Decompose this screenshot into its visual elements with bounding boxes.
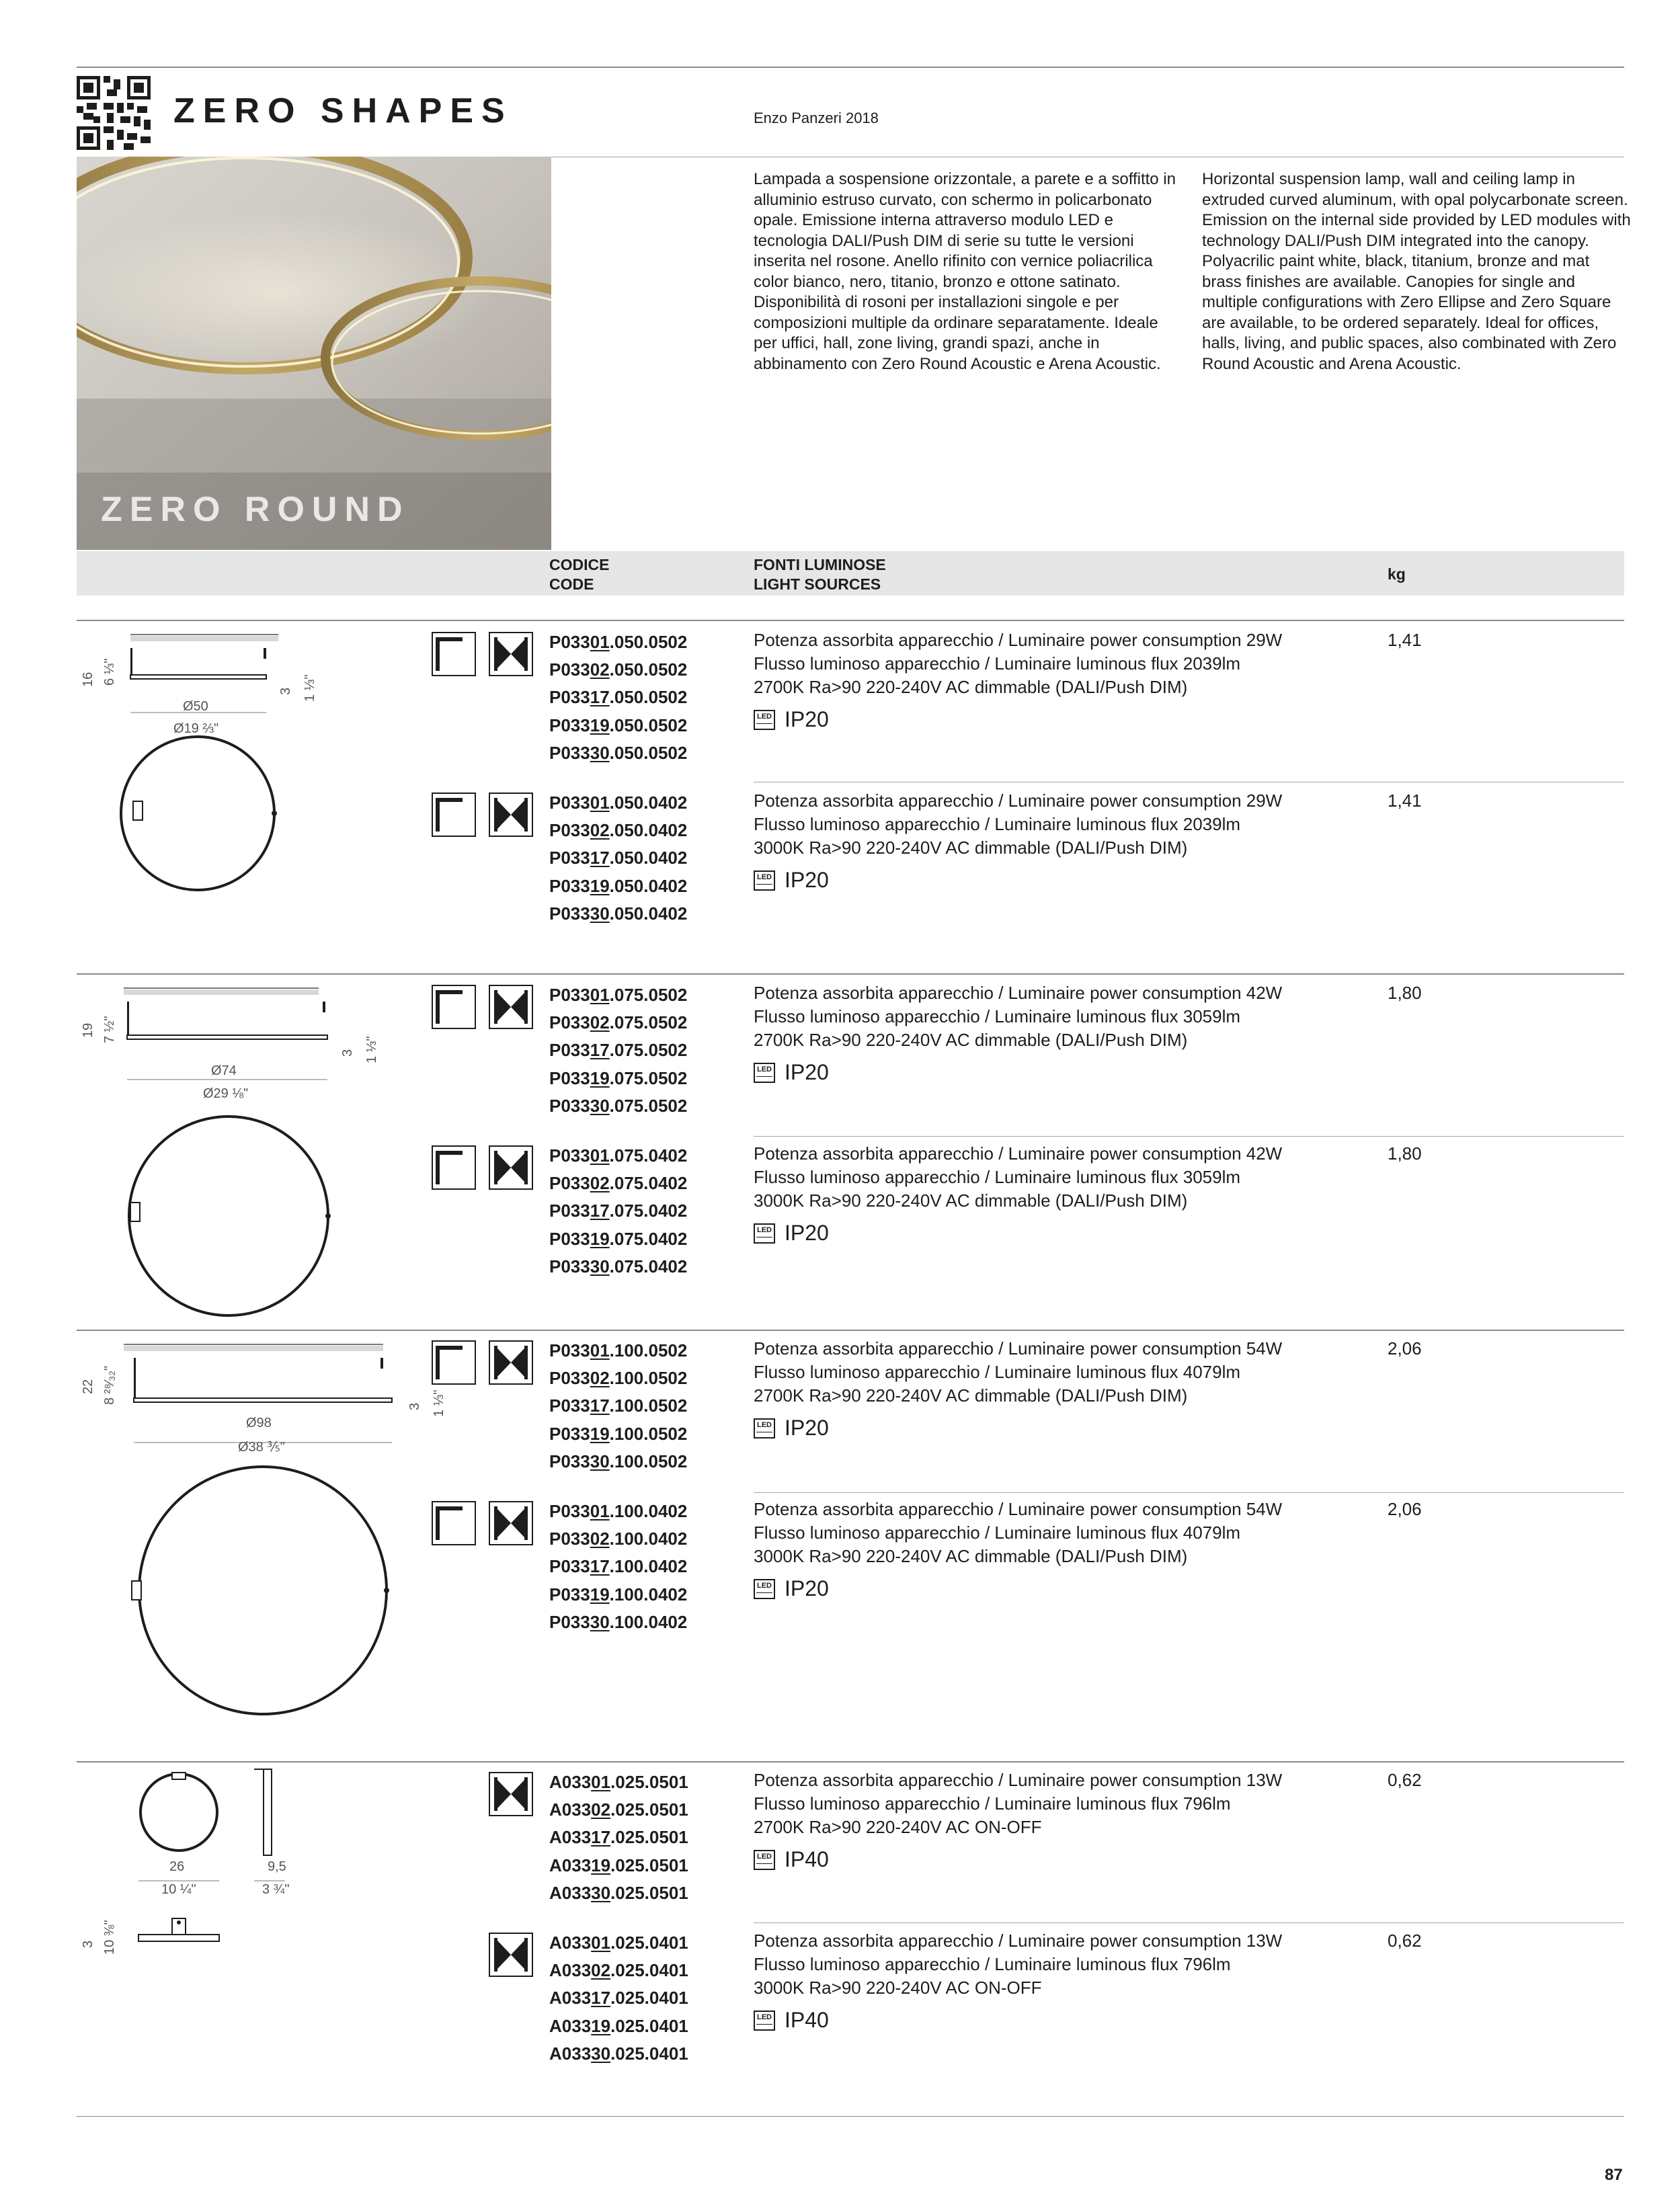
spec-temp: 2700K Ra>90 220-240V AC dimmable (DALI/Push DIM)	[754, 1030, 1188, 1050]
led-icon: LED	[754, 870, 775, 891]
product-code[interactable]: P03317.100.0502	[549, 1395, 688, 1416]
product-code[interactable]: P03330.100.0402	[549, 1611, 688, 1632]
product-code[interactable]: P03301.075.0402	[549, 1145, 688, 1166]
dim-drop: 3	[407, 1402, 422, 1410]
product-codes	[549, 1929, 688, 2068]
weight-value: 1,80	[1388, 983, 1422, 1003]
product-code[interactable]: P03317.050.0502	[549, 687, 688, 708]
spec-temp: 2700K Ra>90 220-240V AC ON-OFF	[754, 1817, 1042, 1837]
product-codes	[549, 1498, 687, 1636]
product-code[interactable]: P03330.050.0402	[549, 903, 688, 924]
suspension-type-icon	[432, 1145, 476, 1190]
ip-rating: IP20	[785, 1416, 829, 1440]
spec-temp: 2700K Ra>90 220-240V AC dimmable (DALI/Push DIM)	[754, 1385, 1188, 1406]
dim-base-inch: 10 ⅜"	[102, 1920, 117, 1955]
suspension-type-icon	[432, 632, 476, 676]
spec-power: Potenza assorbita apparecchio / Luminaire power consumption 29W	[754, 790, 1283, 811]
dim-diameter: Ø98	[246, 1416, 272, 1430]
dim-height: 19	[81, 1022, 95, 1038]
hero-label: ZERO ROUND	[101, 490, 410, 529]
led-icon: LED	[754, 1579, 775, 1599]
product-codes	[549, 789, 687, 928]
product-code[interactable]: P03330.075.0502	[549, 1095, 688, 1116]
light-source-spec	[754, 1929, 1332, 2000]
spec-flux: Flusso luminoso apparecchio / Luminaire luminous flux 3059lm	[754, 1006, 1241, 1026]
product-code[interactable]: A03317.025.0501	[549, 1827, 688, 1848]
dim-drop-inch: 1 ⅓"	[303, 674, 317, 702]
spec-temp: 3000K Ra>90 220-240V AC dimmable (DALI/Push DIM)	[754, 1190, 1188, 1211]
dim-drop-inch: 1 ⅓"	[432, 1389, 446, 1417]
led-icon: LED	[754, 1223, 775, 1244]
led-icon: LED	[754, 1418, 775, 1438]
product-code[interactable]: P03319.075.0402	[549, 1228, 688, 1249]
dim-height-inch: 7 ½"	[102, 1016, 117, 1043]
product-code[interactable]: P03302.075.0502	[549, 1012, 688, 1033]
weight-value: 2,06	[1388, 1338, 1422, 1358]
header-weight: kg	[1388, 565, 1406, 583]
page-number: 87	[1605, 2166, 1623, 2184]
spec-power: Potenza assorbita apparecchio / Luminaire power consumption 42W	[754, 983, 1283, 1003]
ip-rating-block	[754, 2008, 829, 2033]
light-emission-icon	[489, 1145, 533, 1190]
ip-rating: IP20	[785, 868, 829, 892]
light-emission-icon	[489, 1501, 533, 1545]
product-code[interactable]: P03317.075.0502	[549, 1040, 688, 1061]
product-codes	[549, 1337, 687, 1475]
dim-diameter-inch: Ø29 ⅛"	[203, 1086, 249, 1101]
top-rule	[77, 67, 1624, 68]
product-code[interactable]: P03317.100.0402	[549, 1556, 688, 1577]
group-divider	[77, 1761, 1624, 1762]
dim-height: 22	[81, 1379, 95, 1394]
light-source-spec	[754, 1337, 1332, 1408]
designer-credit: Enzo Panzeri 2018	[754, 110, 879, 126]
dim-height-inch: 8 ²⁸⁄₃₂"	[102, 1365, 117, 1405]
product-code[interactable]: P03302.050.0502	[549, 659, 688, 680]
led-icon: LED	[754, 1850, 775, 1870]
spec-power: Potenza assorbita apparecchio / Luminaire power consumption 42W	[754, 1143, 1283, 1164]
light-emission-icon	[489, 793, 533, 837]
light-emission-icon	[489, 985, 533, 1029]
qr-code-icon[interactable]	[77, 76, 151, 150]
ip-rating-block	[754, 1847, 829, 1872]
product-code[interactable]: P03317.075.0402	[549, 1201, 688, 1221]
bottom-rule	[77, 2116, 1624, 2117]
product-code[interactable]: A03317.025.0401	[549, 1988, 688, 2009]
ip-rating-block	[754, 868, 829, 893]
spec-temp: 3000K Ra>90 220-240V AC dimmable (DALI/Push DIM)	[754, 1546, 1188, 1566]
product-code[interactable]: P03301.050.0402	[549, 793, 688, 813]
technical-drawing-75	[77, 979, 426, 1328]
spec-flux: Flusso luminoso apparecchio / Luminaire luminous flux 2039lm	[754, 814, 1241, 834]
ip-rating: IP20	[785, 1576, 829, 1600]
ip-rating: IP20	[785, 707, 829, 731]
ip-rating: IP40	[785, 2008, 829, 2032]
dim-diameter-inch: Ø19 ⅔"	[173, 721, 219, 736]
ip-rating: IP20	[785, 1221, 829, 1245]
dim-depth: 9,5	[268, 1859, 286, 1874]
spec-flux: Flusso luminoso apparecchio / Luminaire luminous flux 4079lm	[754, 1523, 1241, 1543]
product-code[interactable]: P03330.075.0402	[549, 1256, 688, 1276]
weight-value: 1,80	[1388, 1143, 1422, 1164]
dim-base: 3	[81, 1940, 95, 1948]
ip-rating: IP40	[785, 1847, 829, 1871]
product-codes	[549, 1142, 687, 1281]
product-code[interactable]: P03301.100.0502	[549, 1340, 688, 1361]
suspension-type-icon	[432, 1501, 476, 1545]
product-code[interactable]: P03319.100.0502	[549, 1423, 688, 1444]
spec-temp: 3000K Ra>90 220-240V AC ON-OFF	[754, 1978, 1042, 1998]
product-code[interactable]: A03302.025.0401	[549, 1960, 688, 1981]
product-code[interactable]: A03301.025.0401	[549, 1933, 688, 1953]
spec-flux: Flusso luminoso apparecchio / Luminaire luminous flux 796lm	[754, 1954, 1231, 1974]
row-divider	[754, 1136, 1624, 1137]
spec-power: Potenza assorbita apparecchio / Luminaire power consumption 54W	[754, 1338, 1283, 1358]
product-code[interactable]: A03301.025.0501	[549, 1772, 688, 1792]
suspension-type-icon	[432, 985, 476, 1029]
product-code[interactable]: P03301.100.0402	[549, 1501, 688, 1521]
product-code[interactable]: P03302.050.0402	[549, 820, 688, 841]
product-code[interactable]: P03302.075.0402	[549, 1173, 688, 1194]
led-icon: LED	[754, 710, 775, 730]
dim-height: 16	[81, 672, 95, 687]
spec-power: Potenza assorbita apparecchio / Luminaire power consumption 54W	[754, 1499, 1283, 1519]
product-codes	[549, 981, 687, 1120]
weight-value: 0,62	[1388, 1931, 1422, 1951]
product-code[interactable]: A03302.025.0501	[549, 1799, 688, 1820]
weight-value: 1,41	[1388, 630, 1422, 650]
row-divider	[754, 1922, 1624, 1923]
description-italian: Lampada a sospensione orizzontale, a parete e a soffitto in alluminio estruso curvato, con schermo in policarbonato opale. Emissione interna attraverso modulo LED e tecnologia DALI/Push DIM di serie su tutte le versioni inserita nel rosone. Anello rifinito con vernice poliacrilica color bianco, nero, titanio, bronzo e ottone satinato. Disponibilità di rosoni per installazioni singole e per composizioni multiple da ordinare separatamente. Ideale per uffici, hall, zone living, grandi spazi, anche in abbinamento con Zero Round Acoustic e Arena Acoustic.	[754, 170, 1176, 373]
product-code[interactable]: P03317.050.0402	[549, 848, 688, 868]
light-source-spec	[754, 789, 1332, 860]
light-source-spec	[754, 1498, 1332, 1568]
led-icon: LED	[754, 1063, 775, 1083]
spec-power: Potenza assorbita apparecchio / Luminaire power consumption 13W	[754, 1770, 1283, 1790]
spec-flux: Flusso luminoso apparecchio / Luminaire luminous flux 2039lm	[754, 653, 1241, 674]
brand-title: ZERO SHAPES	[173, 91, 513, 130]
dim-diameter-inch: 10 ¼"	[161, 1882, 196, 1897]
spec-flux: Flusso luminoso apparecchio / Luminaire luminous flux 4079lm	[754, 1362, 1241, 1382]
suspension-type-icon	[432, 1340, 476, 1385]
technical-drawing-50	[77, 625, 426, 961]
spec-power: Potenza assorbita apparecchio / Luminaire power consumption 13W	[754, 1931, 1283, 1951]
led-icon: LED	[754, 2011, 775, 2031]
header-light-sources: FONTI LUMINOSE LIGHT SOURCES	[754, 556, 886, 593]
spec-flux: Flusso luminoso apparecchio / Luminaire luminous flux 3059lm	[754, 1167, 1241, 1187]
product-code[interactable]: P03319.100.0402	[549, 1584, 688, 1605]
dim-diameter: Ø74	[211, 1063, 237, 1078]
group-divider	[77, 973, 1624, 975]
ip-rating-block	[754, 1221, 829, 1246]
dim-drop: 3	[278, 687, 293, 695]
row-divider	[754, 1492, 1624, 1493]
product-code[interactable]: P03330.100.0502	[549, 1451, 688, 1471]
spec-temp: 3000K Ra>90 220-240V AC dimmable (DALI/Push DIM)	[754, 838, 1188, 858]
light-source-spec	[754, 981, 1332, 1052]
spec-power: Potenza assorbita apparecchio / Luminaire power consumption 29W	[754, 630, 1283, 650]
dim-drop: 3	[340, 1049, 355, 1057]
product-code[interactable]: A03319.025.0501	[549, 1855, 688, 1875]
ip-rating-block	[754, 1060, 829, 1085]
dim-depth-inch: 3 ¾"	[262, 1882, 290, 1897]
dim-diameter: Ø50	[183, 699, 208, 714]
weight-value: 0,62	[1388, 1770, 1422, 1790]
suspension-type-icon	[432, 793, 476, 837]
spec-temp: 2700K Ra>90 220-240V AC dimmable (DALI/Push DIM)	[754, 677, 1188, 697]
product-codes	[549, 1769, 688, 1907]
light-source-spec	[754, 1142, 1332, 1213]
dim-diameter-inch: Ø38 ⅗"	[238, 1440, 285, 1455]
spec-flux: Flusso luminoso apparecchio / Luminaire luminous flux 796lm	[754, 1793, 1231, 1814]
light-emission-icon	[489, 1340, 533, 1385]
light-emission-icon	[489, 632, 533, 676]
dim-diameter: 26	[169, 1859, 185, 1874]
product-codes	[549, 628, 687, 767]
product-code[interactable]: P03330.050.0502	[549, 742, 688, 763]
product-code[interactable]: P03319.075.0502	[549, 1067, 688, 1088]
product-code[interactable]: P03301.050.0502	[549, 632, 688, 652]
product-code[interactable]: P03301.075.0502	[549, 985, 688, 1005]
ip-rating-block	[754, 1576, 829, 1601]
header-code: CODICE CODE	[549, 556, 610, 593]
description-english: Horizontal suspension lamp, wall and ceiling lamp in extruded curved aluminum, with opal polycarbonate screen. Emission on the internal side provided by LED modules with technology DALI/Push DIM integrated into the canopy. Polyacrilic paint white, black, titanium, bronze and mat brass finishes are available. Canopies for single and multiple configurations with Zero Ellipse and Zero Square are available, to be ordered separately. Ideal for offices, halls, living, and public spaces, also combinated with Zero Round Acoustic and Arena Acoustic.	[1202, 170, 1631, 373]
product-code[interactable]: A03330.025.0401	[549, 2043, 688, 2064]
technical-drawing-100	[77, 1335, 453, 1752]
product-code[interactable]: A03319.025.0401	[549, 2015, 688, 2036]
product-code[interactable]: P03319.050.0502	[549, 715, 688, 735]
group-divider	[77, 620, 1624, 621]
light-source-spec	[754, 628, 1332, 699]
dim-drop-inch: 1 ⅓"	[364, 1036, 379, 1063]
group-divider	[77, 1330, 1624, 1331]
product-code[interactable]: P03302.100.0402	[549, 1529, 688, 1549]
ip-rating: IP20	[785, 1060, 829, 1084]
product-code[interactable]: A03330.025.0501	[549, 1882, 688, 1903]
ip-rating-block	[754, 1416, 829, 1441]
light-emission-icon	[489, 1772, 533, 1816]
ip-rating-block	[754, 707, 829, 732]
product-code[interactable]: P03302.100.0502	[549, 1368, 688, 1389]
light-source-spec	[754, 1769, 1332, 1839]
dim-height-inch: 6 ⅓"	[102, 658, 117, 686]
light-emission-icon	[489, 1933, 533, 1977]
weight-value: 1,41	[1388, 790, 1422, 811]
product-code[interactable]: P03319.050.0402	[549, 875, 688, 896]
weight-value: 2,06	[1388, 1499, 1422, 1519]
